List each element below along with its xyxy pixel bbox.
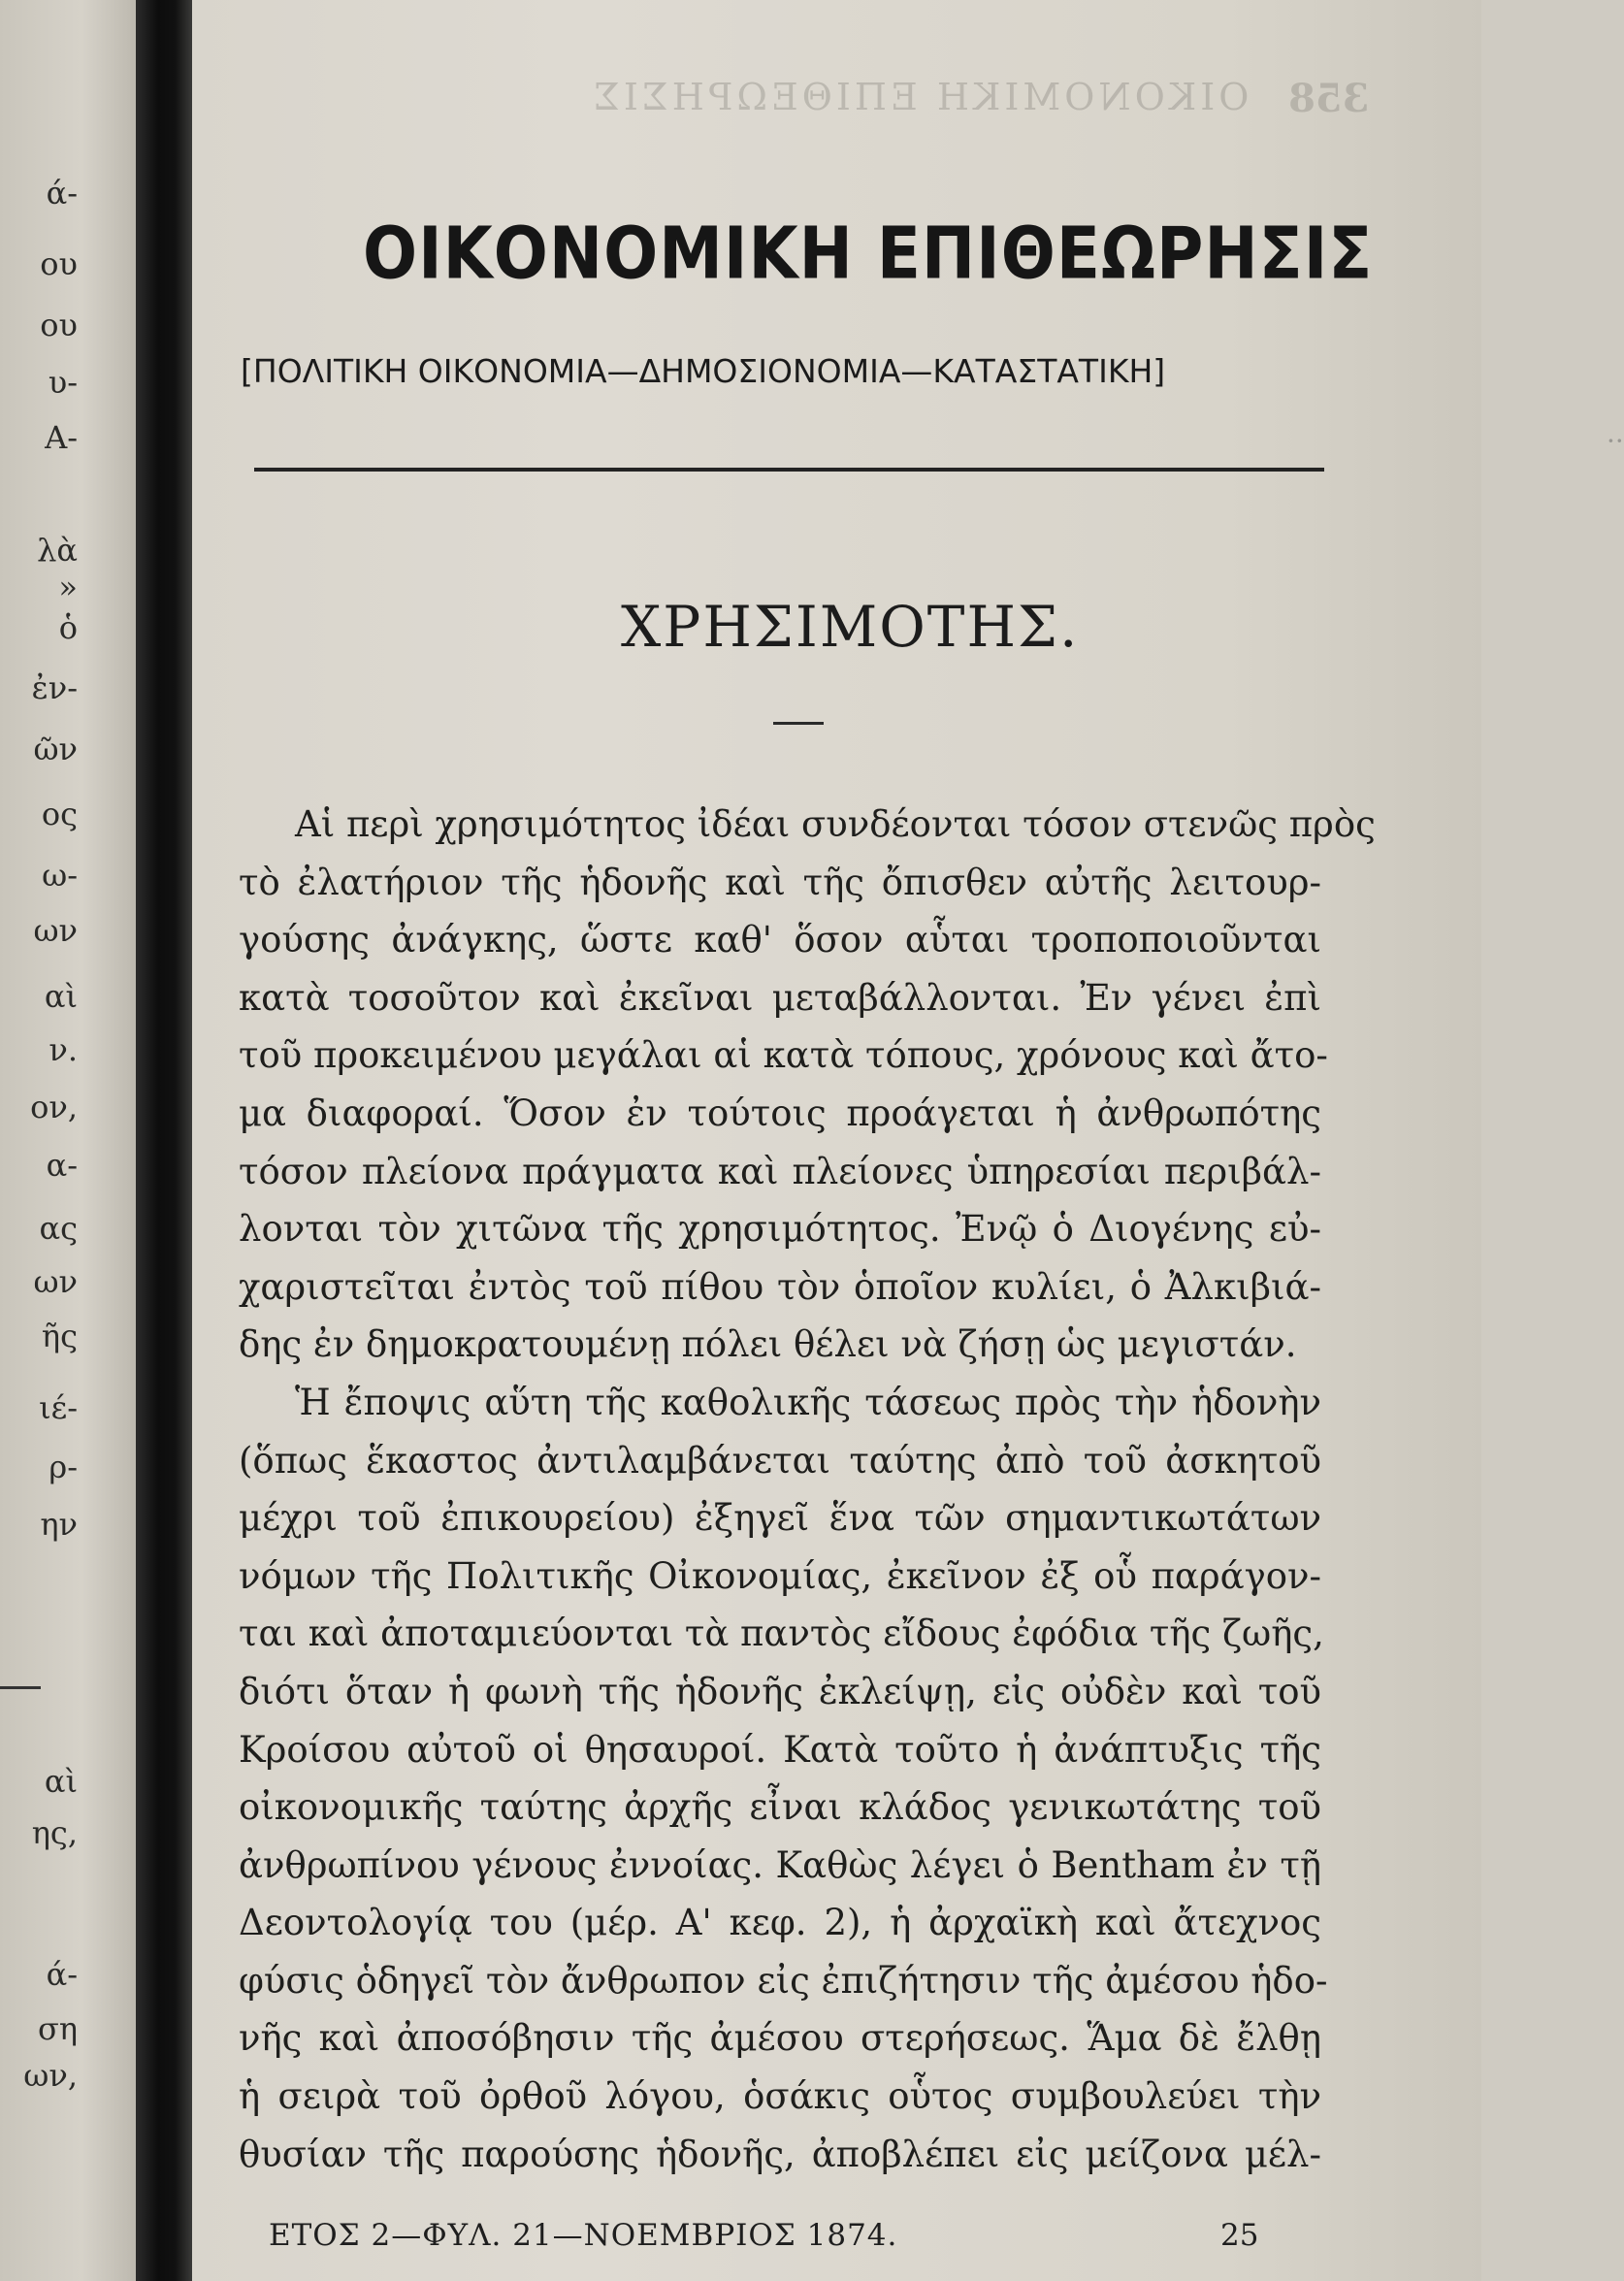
previous-page-fragment: ῶν: [33, 731, 78, 767]
previous-page-fragment: Α-: [45, 419, 78, 456]
article-line: ἀνθρωπίνου γένους ἐννοίας. Καθὼς λέγει ὁ Bentham ἐν τῇ: [239, 1843, 1321, 1886]
article-line: τόσον πλείονα πράγματα καὶ πλείονες ὑπηρεσίαι περιβάλ-: [239, 1150, 1321, 1192]
article-line: φύσις ὁδηγεῖ τὸν ἄνθρωπον εἰς ἐπιζήτησιν τῆς ἀμέσου ἡδο-: [239, 1959, 1328, 2002]
bleed-through-page-number: 358: [1288, 76, 1370, 121]
previous-page-fragment: ης,: [31, 1814, 78, 1851]
article-line: διότι ὅταν ἡ φωνὴ τῆς ἡδονῆς ἐκλείψῃ, εἰς οὐδὲν καὶ τοῦ: [239, 1670, 1321, 1712]
page-edge-mark: ··: [1607, 425, 1624, 457]
article-line: Δεοντολογίᾳ του (μέρ. Α' κεφ. 2), ἡ ἀρχαϊκὴ καὶ ἄτεχνος: [239, 1902, 1321, 1944]
article-line: τοῦ προκειμένου μεγάλαι αἱ κατὰ τόπους, χρόνους καὶ ἄτο-: [239, 1034, 1328, 1077]
article-line: μέχρι τοῦ ἐπικουρείου) ἐξηγεῖ ἕνα τῶν σημαντικωτάτων: [239, 1497, 1321, 1540]
previous-page-fragment: »: [58, 569, 78, 605]
article-line: κατὰ τοσοῦτον καὶ ἐκεῖναι μεταβάλλονται. Ἐν γένει ἐπὶ: [239, 976, 1321, 1019]
previous-page-fragment: ω-: [42, 857, 78, 894]
article-line: δης ἐν δημοκρατουμένῃ πόλει θέλει νὰ ζήσῃ ὡς μεγιστάν.: [239, 1323, 1297, 1366]
article-line: ἡ σειρὰ τοῦ ὀρθοῦ λόγου, ὁσάκις οὗτος συμβουλεύει τὴν: [239, 2075, 1321, 2118]
previous-page-fragment: ἐν-: [31, 669, 78, 706]
previous-page-fragment: ῆς: [41, 1318, 78, 1354]
article-line: ται καὶ ἀποταμιεύονται τὰ παντὸς εἴδους ἐφόδια τῆς ζωῆς,: [239, 1613, 1324, 1655]
previous-page-fragment: αὶ: [44, 1763, 78, 1800]
previous-page-fragment: ά-: [46, 175, 78, 212]
previous-page-fragment: αὶ: [44, 978, 78, 1015]
article-line: λονται τὸν χιτῶνα τῆς χρησιμότητος. Ἐνῷ ὁ Διογένης εὐ-: [239, 1208, 1321, 1251]
journal-title: ΟΙΚΟΝΟΜΙΚΗ ΕΠΙΘΕΩΡΗΣΙΣ: [363, 212, 1374, 296]
previous-page-fragment: α-: [46, 1147, 78, 1184]
previous-page-edge: [0, 0, 136, 2281]
article-line: μα διαφοραί. Ὅσον ἐν τούτοις προάγεται ἡ ἀνθρωπότης: [239, 1092, 1321, 1134]
title-separator: [773, 722, 824, 725]
previous-page-fragment: ων,: [23, 2057, 78, 2094]
article-line: νῆς καὶ ἀποσόβησιν τῆς ἀμέσου στερήσεως. Ἅμα δὲ ἔλθῃ: [239, 2017, 1321, 2060]
header-rule: [254, 468, 1324, 472]
article-line: γούσης ἀνάγκης, ὥστε καθ' ὅσον αὗται τροποποιοῦνται: [239, 919, 1321, 961]
article-body: [239, 796, 1376, 2183]
article-title: ΧΡΗΣΙΜΟΤΗΣ.: [621, 594, 1080, 660]
previous-page-fragment: ση: [37, 2010, 78, 2047]
previous-page-fragment: ων: [33, 1263, 78, 1300]
article-line: Ἡ ἔποψις αὕτη τῆς καθολικῆς τάσεως πρὸς τὴν ἡδονὴν: [295, 1381, 1321, 1423]
bleed-through-header: ΟΙΚΟΝΟΜΙΚΗ ΕΠΙΘΕΩΡΗΣΙΣ: [590, 76, 1250, 118]
journal-subtitle: [ΠΟΛΙΤΙΚΗ ΟΙΚΟΝΟΜΙΑ—ΔΗΜΟΣΙΟΝΟΜΙΑ—ΚΑΤΑΣΤΑΤΙΚΗ]: [241, 352, 1166, 390]
previous-page-fragment: ά-: [46, 1956, 78, 1993]
previous-page-fragment: ου: [40, 245, 78, 282]
page-number: 25: [1220, 2218, 1259, 2253]
article-line: Κροίσου αὐτοῦ οἱ θησαυροί. Κατὰ τοῦτο ἡ ἀνάπτυξις τῆς: [239, 1728, 1321, 1771]
article-line: Αἱ περὶ χρησιμότητος ἰδέαι συνδέονται τόσον στενῶς πρὸς: [295, 803, 1376, 845]
article-line: νόμων τῆς Πολιτικῆς Οἰκονομίας, ἐκεῖνον ἐξ οὗ παράγον-: [239, 1554, 1321, 1597]
previous-page-fragment: ὁ: [58, 609, 78, 646]
previous-page-fragment: ν.: [49, 1031, 78, 1068]
previous-page-fragment: ας: [39, 1210, 78, 1247]
article-line: θυσίαν τῆς παρούσης ἡδονῆς, ἀποβλέπει εἰς μείζονα μέλ-: [239, 2133, 1321, 2175]
previous-page-fragment: ρ-: [49, 1449, 78, 1485]
article-line: οἰκονομικῆς ταύτης ἀρχῆς εἶναι κλάδος γενικωτάτης τοῦ: [239, 1786, 1321, 1829]
article-line: (ὅπως ἕκαστος ἀντιλαμβάνεται ταύτης ἀπὸ τοῦ ἀσκητοῦ: [239, 1439, 1321, 1482]
previous-page-fragment: ος: [41, 796, 78, 832]
previous-page-fragment: ον,: [30, 1089, 78, 1125]
previous-page-fragment: λὰ: [37, 532, 78, 569]
previous-page-fragment: υ-: [48, 364, 78, 401]
previous-page-fragment: ην: [40, 1506, 78, 1543]
previous-page-fragment: ου: [40, 307, 78, 343]
binding-gutter: [136, 0, 192, 2281]
previous-page-rule: [0, 1686, 41, 1689]
previous-page-fragment: ων: [33, 912, 78, 949]
article-line: τὸ ἐλατήριον τῆς ἡδονῆς καὶ τῆς ὄπισθεν αὐτῆς λειτουρ-: [239, 861, 1321, 903]
article-line: χαριστεῖται ἐντὸς τοῦ πίθου τὸν ὁποῖον κυλίει, ὁ Ἀλκιβιά-: [239, 1265, 1321, 1308]
previous-page-fragment: ιέ-: [39, 1389, 78, 1426]
issue-footer: ΕΤΟΣ 2—ΦΥΛ. 21—ΝΟΕΜΒΡΙΟΣ 1874.: [269, 2218, 898, 2253]
